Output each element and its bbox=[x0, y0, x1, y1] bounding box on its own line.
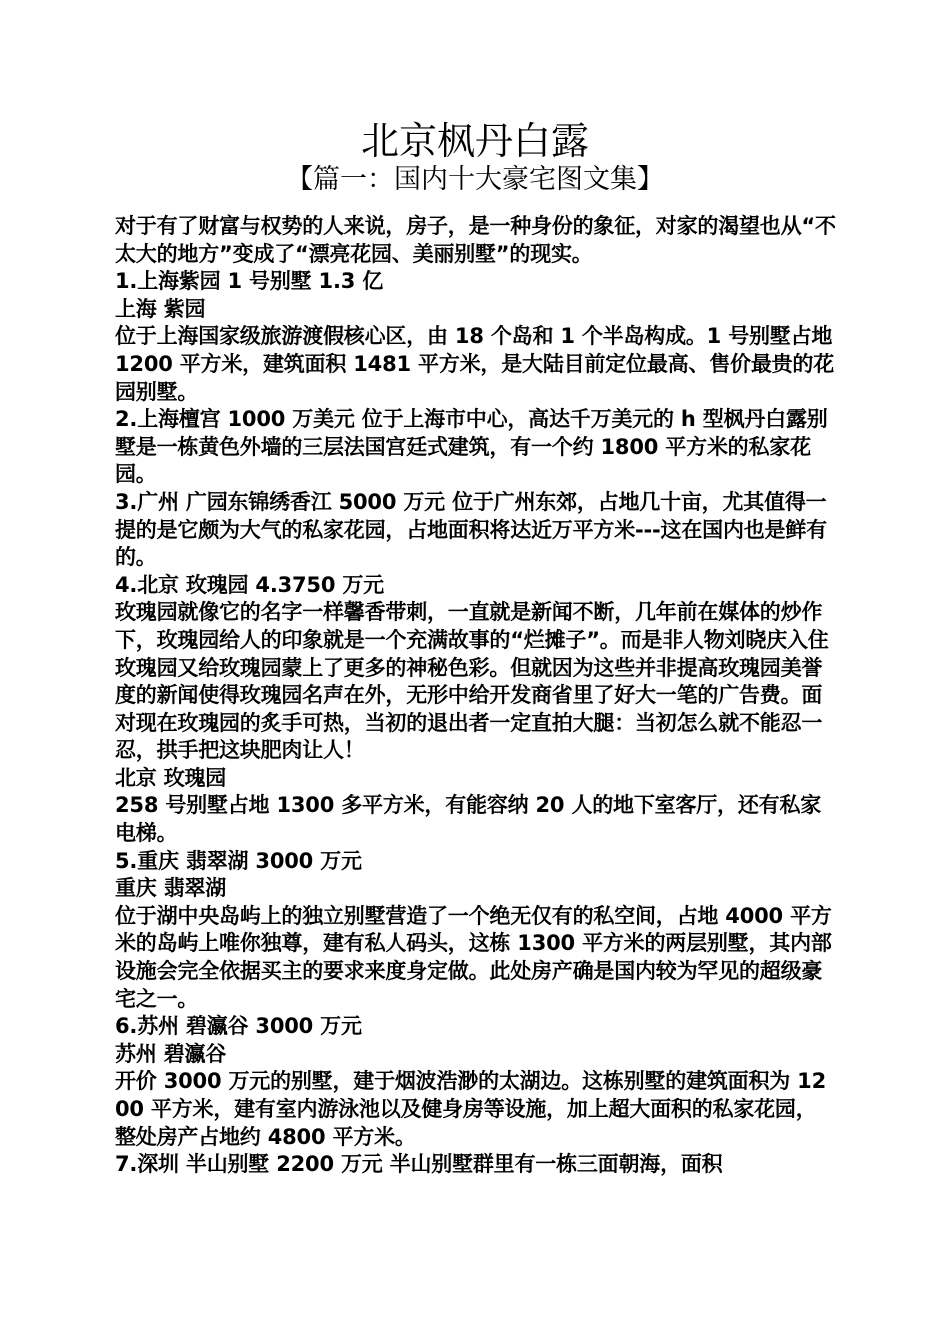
paragraph-item-5: 位于湖中央岛屿上的独立别墅营造了一个绝无仅有的私空间，占地 4000 平方米的岛屿上唯你独尊，建有私人码头，这栋 1300 平方米的两层别墅，其内部设施会完全依据买主的要求来度身定做。此处房产确是国内较为罕见的超级豪宅之一。 bbox=[115, 903, 832, 1011]
paragraph-item-4-detail: 258 号别墅占地 1300 多平方米，有能容纳 20 人的地下室客厅，还有私家电梯。 bbox=[115, 793, 822, 846]
heading-item-4: 4.北京 玫瑰园 4.3750 万元 bbox=[115, 572, 384, 597]
caption-item-6: 苏州 碧瀛谷 bbox=[115, 1041, 227, 1066]
paragraph-item-7: 7.深圳 半山别墅 2200 万元 半山别墅群里有一栋三面朝海，面积 bbox=[115, 1152, 723, 1177]
caption-item-5: 重庆 翡翠湖 bbox=[115, 876, 227, 901]
paragraph-item-6: 开价 3000 万元的别墅，建于烟波浩渺的太湖边。这栋别墅的建筑面积为 1200 平方米，建有室内游泳池以及健身房等设施，加上超大面积的私家花园，整处房产占地约 4800 平方米。 bbox=[115, 1069, 827, 1149]
caption-item-1: 上海 紫园 bbox=[115, 296, 206, 321]
document-body bbox=[115, 213, 837, 1179]
paragraph-item-3: 3.广州 广园东锦绣香江 5000 万元 位于广州东郊，占地几十亩，尤其值得一提的是它颇为大气的私家花园，占地面积将达近万平方米---这在国内也是鲜有的。 bbox=[115, 489, 827, 570]
paragraph-intro: 对于有了财富与权势的人来说，房子，是一种身份的象征，对家的渴望也从“不太大的地方”变成了“漂亮花园、美丽别墅”的现实。 bbox=[115, 214, 836, 266]
caption-item-4: 北京 玫瑰园 bbox=[115, 765, 227, 790]
heading-item-6: 6.苏州 碧瀛谷 3000 万元 bbox=[115, 1014, 362, 1039]
page-title: 北京枫丹白露 bbox=[360, 119, 589, 163]
heading-item-5: 5.重庆 翡翠湖 3000 万元 bbox=[115, 848, 362, 873]
paragraph-item-1: 位于上海国家级旅游渡假核心区，由 18 个岛和 1 个半岛构成。1 号别墅占地 1200 平方米，建筑面积 1481 平方米，是大陆目前定位最高、售价最贵的花园别墅。 bbox=[115, 324, 835, 404]
heading-item-1: 1.上海紫园 1 号别墅 1.3 亿 bbox=[115, 269, 384, 294]
page-subtitle: 【篇一：国内十大豪宅图文集】 bbox=[286, 164, 664, 195]
paragraph-item-4: 玫瑰园就像它的名字一样馨香带刺，一直就是新闻不断，几年前在媒体的炒作下，玫瑰园给人的印象就是一个充满故事的“烂摊子”。而是非人物刘晓庆入住玫瑰园又给玫瑰园蒙上了更多的神秘色彩。但就因为这些并非提高玫瑰园美誉度的新闻使得玫瑰园名声在外，无形中给开发商省里了好大一笔的广告费。面对现在玫瑰园的炙手可热，当初的退出者一定直拍大腿：当初怎么就不能忍一忍，拱手把这块肥肉让人！ bbox=[115, 600, 829, 763]
paragraph-item-2: 2.上海檀宫 1000 万美元 位于上海市中心，高达千万美元的 h 型枫丹白露别墅是一栋黄色外墙的三层法国宫廷式建筑，有一个约 1800 平方米的私家花园。 bbox=[115, 407, 828, 487]
